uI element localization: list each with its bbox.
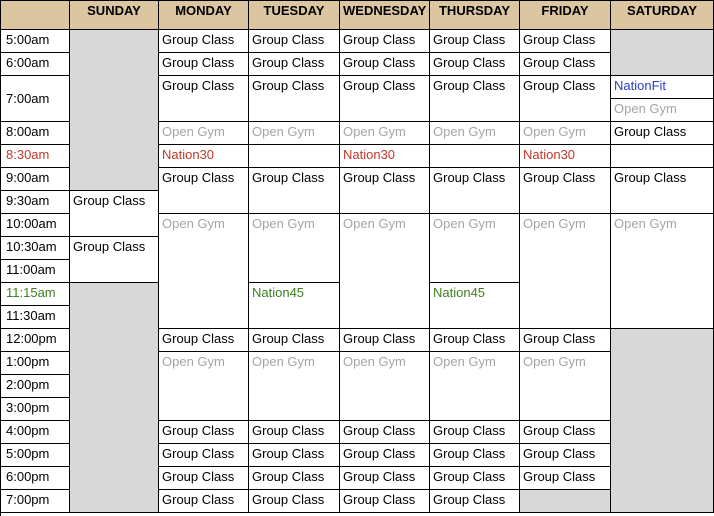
session-group-class: Group Class: [430, 490, 520, 513]
session-group-class: Group Class: [159, 329, 249, 352]
day-header-tuesday: TUESDAY: [249, 0, 340, 30]
session-group-class: Group Class: [611, 168, 714, 214]
session-group-class: Group Class: [249, 421, 340, 444]
session-group-class: Group Class: [430, 168, 520, 214]
day-header-sunday: SUNDAY: [70, 0, 159, 30]
session-open-gym: Open Gym: [520, 352, 611, 421]
session-open-gym: Open Gym: [430, 214, 520, 283]
session-group-class: Group Class: [520, 168, 611, 214]
time-slot-label: 7:00pm: [0, 490, 70, 513]
time-slot-label: 9:30am: [0, 191, 70, 214]
session-group-class: Group Class: [159, 76, 249, 122]
session-group-class: Group Class: [249, 329, 340, 352]
session-open-gym: Open Gym: [520, 214, 611, 329]
session-group-class: Group Class: [70, 191, 159, 237]
day-header-thursday: THURSDAY: [430, 0, 520, 30]
time-slot-label: 4:00pm: [0, 421, 70, 444]
session-group-class: Group Class: [520, 53, 611, 76]
session-nation30: Nation30: [340, 145, 430, 168]
session-group-class: Group Class: [430, 444, 520, 467]
session-group-class: Group Class: [430, 76, 520, 122]
session-group-class: Group Class: [159, 53, 249, 76]
session-open-gym: Open Gym: [611, 99, 714, 122]
session-nation30: Nation30: [520, 145, 611, 168]
session-group-class: Group Class: [340, 53, 430, 76]
session-nation45: Nation45: [430, 283, 520, 329]
session-open-gym: Open Gym: [611, 214, 714, 329]
header-corner-cell: [0, 0, 70, 30]
session-group-class: Group Class: [340, 490, 430, 513]
time-slot-label: 12:00pm: [0, 329, 70, 352]
session-group-class: Group Class: [159, 168, 249, 214]
time-slot-label: 11:30am: [0, 306, 70, 329]
session-open-gym: Open Gym: [520, 122, 611, 145]
day-header-friday: FRIDAY: [520, 0, 611, 30]
time-slot-label: 7:00am: [0, 76, 70, 122]
session-nation45: Nation45: [249, 283, 340, 329]
time-slot-label: 3:00pm: [0, 398, 70, 421]
session-group-class: Group Class: [159, 444, 249, 467]
closed-slot: [520, 490, 611, 513]
session-group-class: Group Class: [249, 444, 340, 467]
session-group-class: Group Class: [249, 467, 340, 490]
day-header-monday: MONDAY: [159, 0, 249, 30]
session-open-gym: Open Gym: [249, 352, 340, 421]
time-slot-label: 6:00am: [0, 53, 70, 76]
session-open-gym: Open Gym: [159, 214, 249, 329]
session-group-class: Group Class: [520, 329, 611, 352]
time-slot-label: 10:30am: [0, 237, 70, 260]
session-group-class: Group Class: [430, 467, 520, 490]
session-group-class: Group Class: [340, 467, 430, 490]
closed-slot: [611, 30, 714, 76]
session-open-gym: Open Gym: [430, 122, 520, 145]
session-group-class: Group Class: [340, 30, 430, 53]
session-open-gym: Open Gym: [430, 352, 520, 421]
session-group-class: Group Class: [249, 490, 340, 513]
time-slot-label: 5:00am: [0, 30, 70, 53]
time-slot-label: 1:00pm: [0, 352, 70, 375]
session-group-class: Group Class: [340, 444, 430, 467]
day-header-saturday: SATURDAY: [611, 0, 714, 30]
session-group-class: Group Class: [520, 30, 611, 53]
closed-slot: [70, 283, 159, 513]
empty-slot: [611, 145, 714, 168]
session-group-class: Group Class: [520, 444, 611, 467]
session-group-class: Group Class: [430, 30, 520, 53]
session-group-class: Group Class: [159, 490, 249, 513]
time-slot-label: 8:30am: [0, 145, 70, 168]
time-slot-label: 2:00pm: [0, 375, 70, 398]
time-slot-label: 11:00am: [0, 260, 70, 283]
session-group-class: Group Class: [249, 76, 340, 122]
session-group-class: Group Class: [430, 329, 520, 352]
session-open-gym: Open Gym: [159, 122, 249, 145]
session-group-class: Group Class: [159, 467, 249, 490]
time-slot-label: 8:00am: [0, 122, 70, 145]
session-group-class: Group Class: [70, 237, 159, 283]
session-group-class: Group Class: [430, 421, 520, 444]
session-open-gym: Open Gym: [340, 214, 430, 329]
closed-slot: [70, 30, 159, 191]
time-slot-label: 5:00pm: [0, 444, 70, 467]
session-open-gym: Open Gym: [249, 214, 340, 283]
session-group-class: Group Class: [159, 421, 249, 444]
session-group-class: Group Class: [159, 30, 249, 53]
session-open-gym: Open Gym: [159, 352, 249, 421]
session-group-class: Group Class: [430, 53, 520, 76]
session-open-gym: Open Gym: [340, 352, 430, 421]
session-group-class: Group Class: [249, 168, 340, 214]
time-slot-label: 9:00am: [0, 168, 70, 191]
session-group-class: Group Class: [340, 329, 430, 352]
session-nation30: Nation30: [159, 145, 249, 168]
session-group-class: Group Class: [520, 76, 611, 122]
session-group-class: Group Class: [340, 76, 430, 122]
session-open-gym: Open Gym: [249, 122, 340, 145]
session-group-class: Group Class: [520, 421, 611, 444]
empty-slot: [249, 145, 340, 168]
session-group-class: Group Class: [340, 421, 430, 444]
day-header-wednesday: WEDNESDAY: [340, 0, 430, 30]
session-group-class: Group Class: [611, 122, 714, 145]
session-nationfit: NationFit: [611, 76, 714, 99]
time-slot-label: 6:00pm: [0, 467, 70, 490]
time-slot-label: 10:00am: [0, 214, 70, 237]
session-group-class: Group Class: [520, 467, 611, 490]
closed-slot: [611, 329, 714, 513]
empty-slot: [430, 145, 520, 168]
time-slot-label: 11:15am: [0, 283, 70, 306]
session-group-class: Group Class: [249, 53, 340, 76]
session-open-gym: Open Gym: [340, 122, 430, 145]
session-group-class: Group Class: [340, 168, 430, 214]
session-group-class: Group Class: [249, 30, 340, 53]
